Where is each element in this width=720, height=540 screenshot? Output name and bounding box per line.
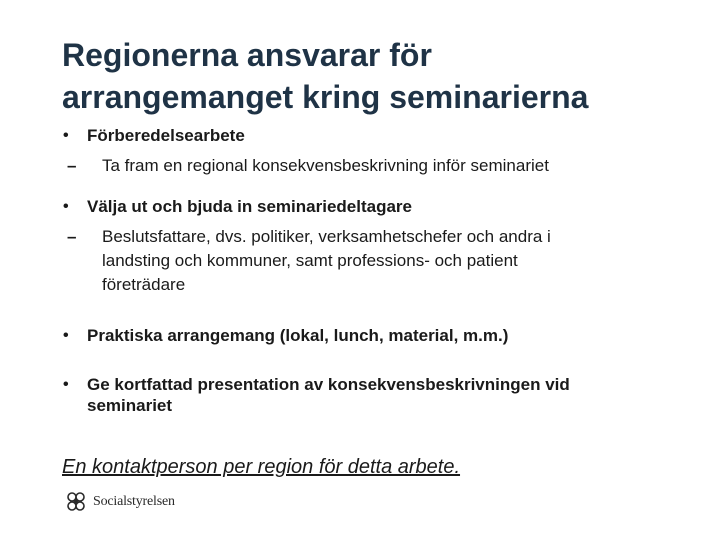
footer-note: En kontaktperson per region för detta arbete.	[62, 456, 461, 478]
bullet-item-4	[62, 374, 682, 416]
bullet-item-3-text: Praktiska arrangemang (lokal, lunch, material, m.m.)	[87, 326, 509, 345]
bullet-icon: •	[63, 327, 69, 344]
sub-item-2-1-line-3: företrädare	[102, 275, 186, 294]
bullet-item-1	[62, 125, 682, 146]
bullet-item-2-text: Välja ut och bjuda in seminariedeltagare	[87, 197, 412, 216]
bullet-item-4-line-2: seminariet	[87, 396, 173, 415]
title-line-2: arrangemanget kring seminarierna	[62, 79, 589, 115]
dash-icon: –	[67, 156, 77, 175]
bullet-item-3	[62, 325, 682, 346]
bullet-icon: •	[63, 198, 69, 215]
bullet-item-4-line-1: Ge kortfattad presentation av konsekvensbeskrivningen vid	[87, 375, 570, 394]
bullet-icon: •	[63, 127, 69, 144]
slide-title	[62, 34, 702, 118]
sub-item-2-1-line-1: Beslutsfattare, dvs. politiker, verksamhetschefer och andra i	[102, 227, 551, 246]
dash-icon: –	[67, 227, 77, 246]
sub-item-1-1-text: Ta fram en regional konsekvensbeskrivning inför seminariet	[102, 156, 549, 175]
socialstyrelsen-logo	[64, 488, 175, 516]
sub-item-1-1	[62, 154, 682, 178]
sub-item-2-1	[62, 225, 682, 297]
bullet-icon: •	[63, 376, 69, 393]
bullet-item-1-text: Förberedelsearbete	[87, 126, 245, 145]
logo-text: Socialstyrelsen	[93, 494, 175, 509]
slide-body	[62, 125, 682, 416]
bullet-item-2	[62, 196, 682, 217]
title-line-1: Regionerna ansvarar för	[62, 37, 432, 73]
sub-item-2-1-line-2: landsting och kommuner, samt professions- och patient	[102, 251, 518, 270]
socialstyrelsen-emblem-icon	[64, 490, 88, 514]
